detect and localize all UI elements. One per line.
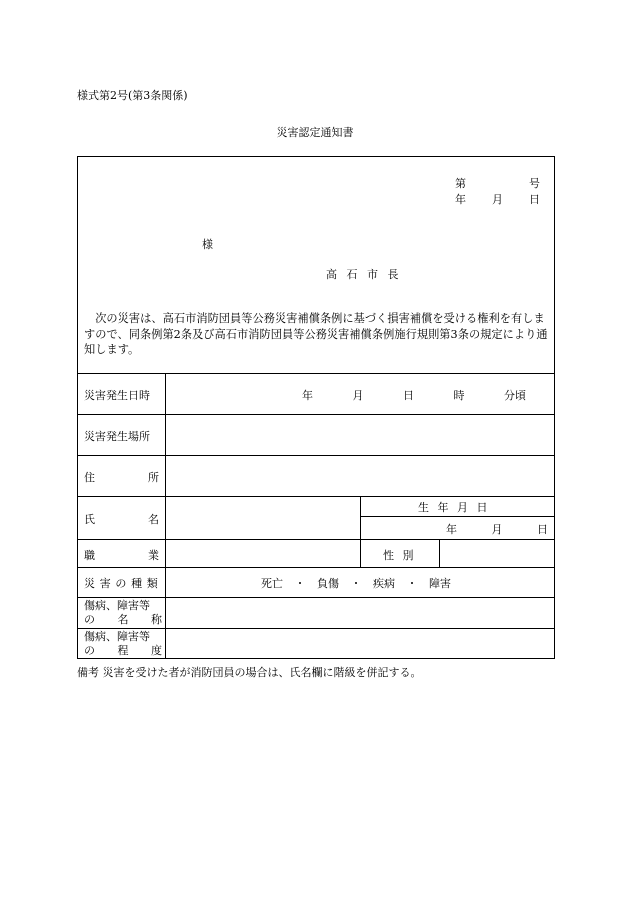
datetime-month: 月 <box>352 389 364 402</box>
birth-year: 年 <box>446 523 457 536</box>
disaster-type-label: 災 害 の 種 類 <box>84 577 159 590</box>
notification-form <box>77 156 555 659</box>
injury-degree-field[interactable] <box>168 630 552 657</box>
sex-field[interactable] <box>442 541 552 566</box>
name-label: 氏 名 <box>84 513 159 526</box>
number-prefix: 第 <box>455 177 466 190</box>
place-field[interactable] <box>168 416 552 454</box>
birth-month: 月 <box>491 523 503 536</box>
number-suffix: 号 <box>529 177 540 190</box>
occupation-label: 職 業 <box>84 549 159 562</box>
datetime-field[interactable] <box>302 387 526 403</box>
document-title: 災害認定通知書 <box>276 126 354 139</box>
issue-date <box>455 191 540 207</box>
month-unit: 月 <box>492 193 503 206</box>
issuer-name: 高 石 市 長 <box>326 268 399 281</box>
address-field[interactable] <box>168 457 552 495</box>
occupation-field[interactable] <box>168 541 358 566</box>
datetime-minute: 分頃 <box>504 389 526 402</box>
birthdate-label: 生 年 月 日 <box>418 501 488 514</box>
injury-degree-label: 傷病、障害等 の 程 度 <box>84 630 162 657</box>
datetime-hour: 時 <box>453 389 465 402</box>
name-field[interactable] <box>168 498 358 538</box>
year-unit: 年 <box>455 193 466 206</box>
document-number <box>455 175 540 191</box>
datetime-day: 日 <box>403 389 414 402</box>
datetime-label: 災害発生日時 <box>84 389 150 402</box>
address-label: 住 所 <box>84 471 159 484</box>
birthdate-field[interactable] <box>446 521 548 537</box>
birth-day: 日 <box>537 523 548 536</box>
disaster-type-options[interactable]: 死亡 ・ 負傷 ・ 疾病 ・ 障害 <box>261 577 451 590</box>
injury-name-label: 傷病、障害等 の 名 称 <box>84 599 162 626</box>
remarks-note: 備考 災害を受けた者が消防団員の場合は、氏名欄に階級を併記する。 <box>77 666 422 679</box>
datetime-year: 年 <box>302 389 313 402</box>
notification-body-text: 次の災害は、高石市消防団員等公務災害補償条例に基づく損害補償を受ける権利を有しますので、同条例第2条及び高石市消防団員等公務災害補償条例施行規則第3条の規定により通知します。 <box>84 312 548 356</box>
place-label: 災害発生場所 <box>84 430 150 443</box>
day-unit: 日 <box>529 193 540 206</box>
sex-label: 性 別 <box>383 549 414 562</box>
form-number: 様式第2号(第3条関係) <box>77 89 188 102</box>
addressee-honorific: 様 <box>202 238 213 251</box>
injury-name-field[interactable] <box>168 599 552 627</box>
